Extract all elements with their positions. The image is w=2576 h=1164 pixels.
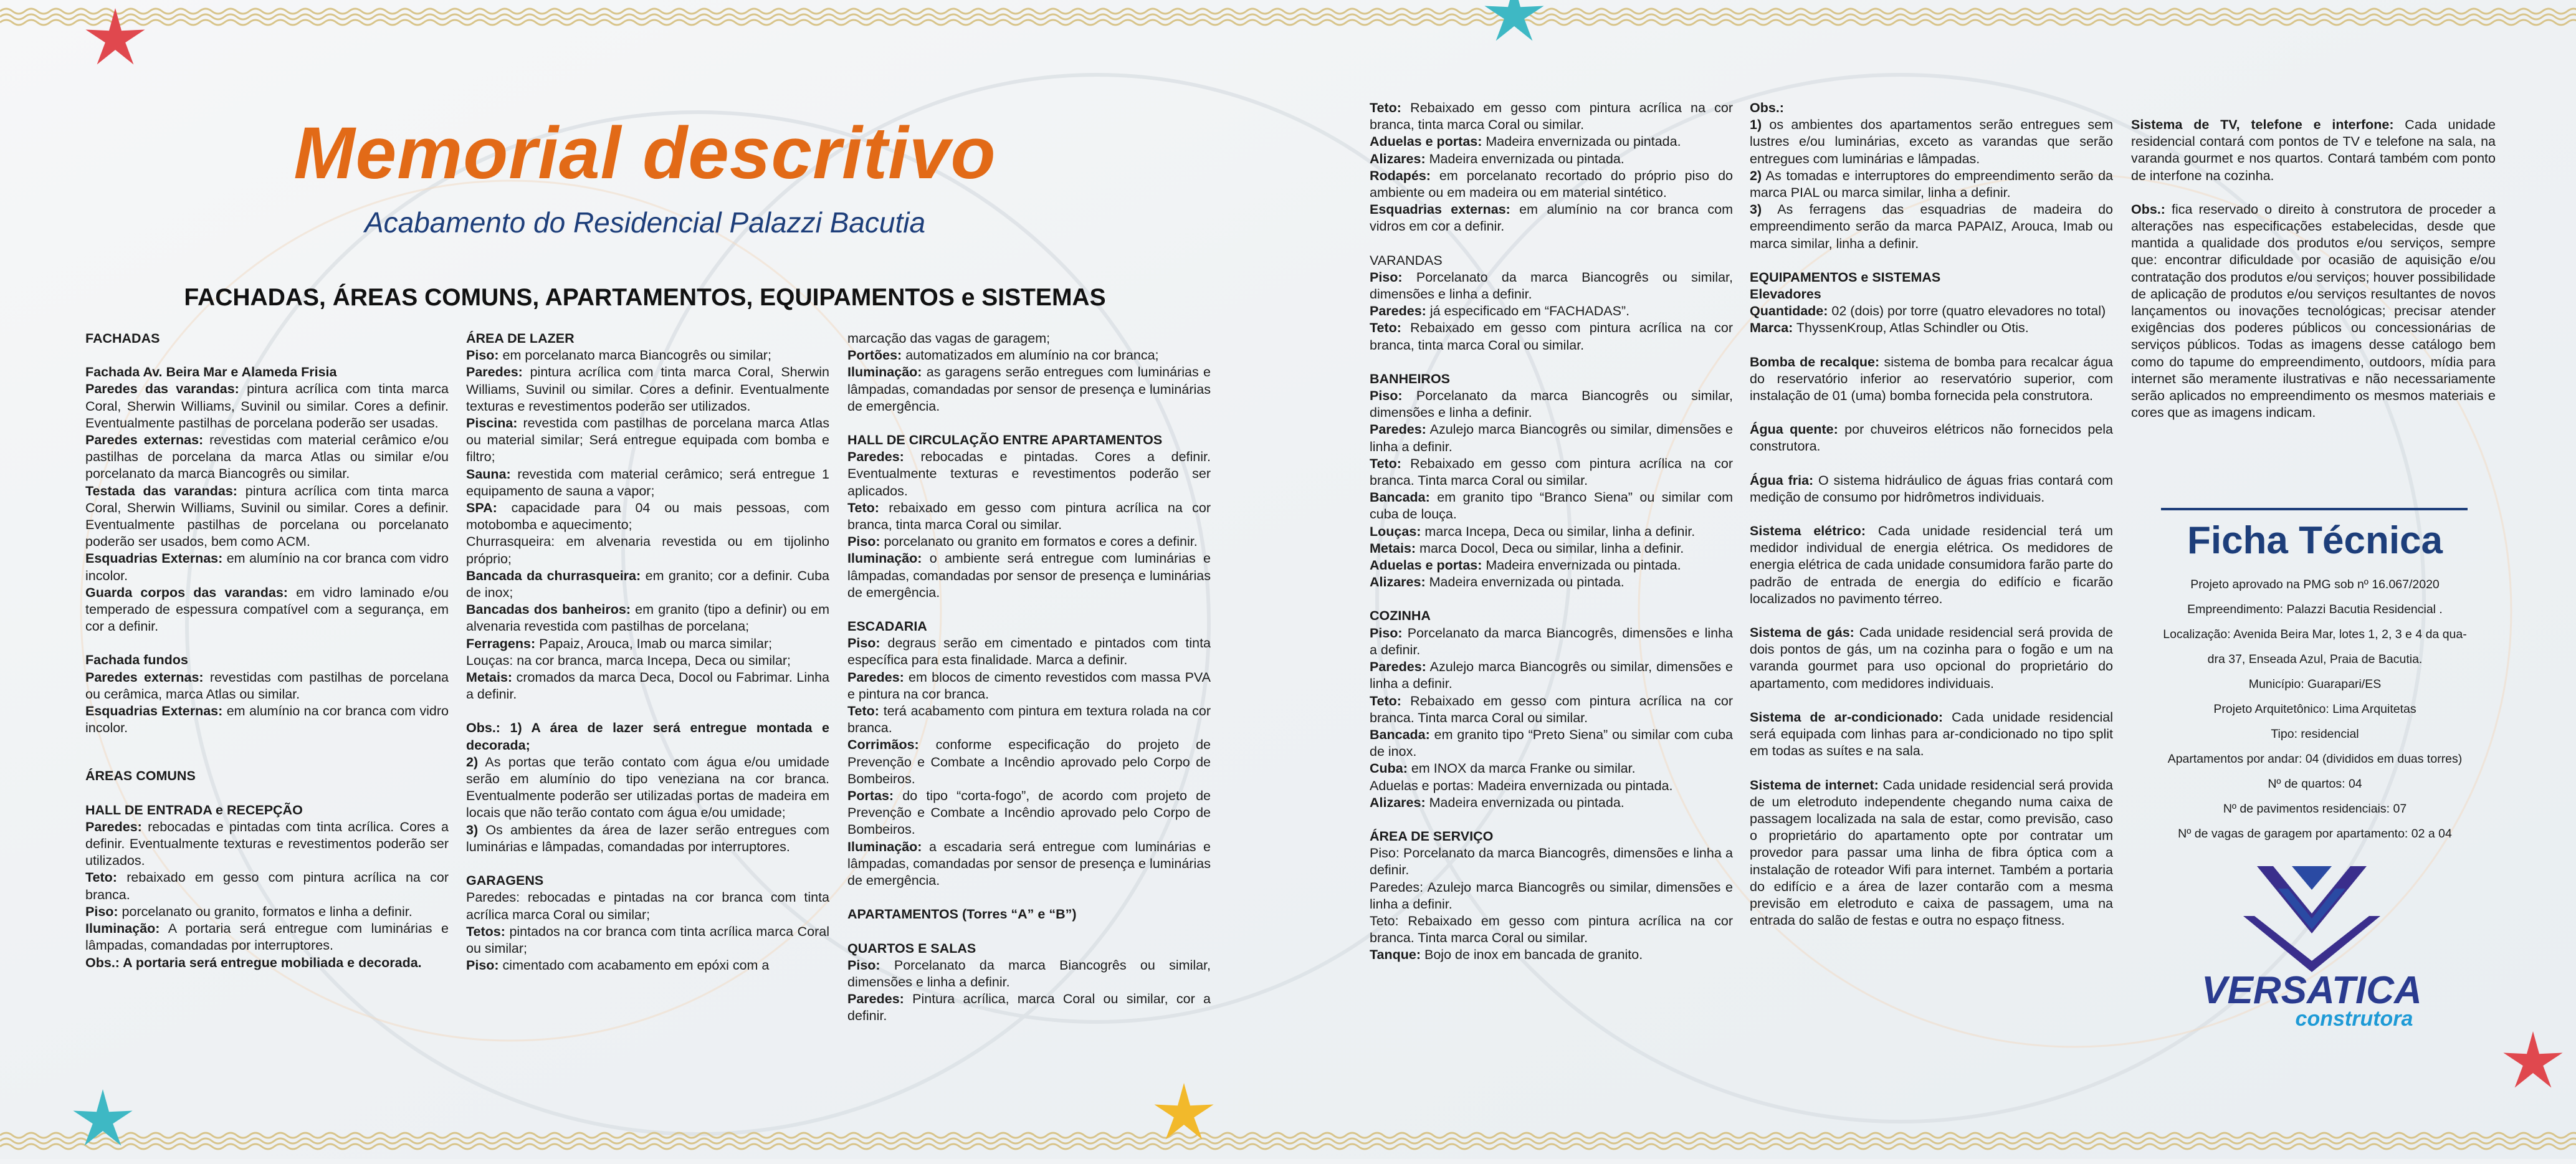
spec-item: Iluminação: a escadaria será entregue com luminárias e lâmpadas, comandadas por sensor de presença e luminárias de emergência. <box>847 839 1211 889</box>
ficha-line: Tipo: residencial <box>2271 727 2359 741</box>
spec-item: Alizares: Madeira envernizada ou pintada. <box>1370 151 1624 166</box>
starfish-teal-icon <box>1474 0 1555 56</box>
spec-item: Sistema de internet: Cada unidade residencial será provida de um eletroduto independente chegando numa caixa de passagem localizada na sala de estar, como previsão, caso o proprietário do apartamento opte por contratar um provedor para passar uma linha de fibra óptica com a instalação de roteador Wifi para internet. Também a portaria do edifício e a área de lazer contarão com a mesma previsão em eletroduto e caixa de passagem, uma na entrada do salão de festas e outra no espaço fitness. <box>1750 777 2113 928</box>
heading-areas-comuns: ÁREAS COMUNS <box>85 768 196 784</box>
heading-hall-entrada: HALL DE ENTRADA e RECEPÇÃO <box>85 802 303 818</box>
ficha-line: Nº de vagas de garagem por apartamento: 02 a 04 <box>2178 827 2452 841</box>
heading-area-lazer: ÁREA DE LAZER <box>466 331 575 346</box>
spec-item: Esquadrias Externas: em alumínio na cor branca com vidro incolor. <box>85 704 449 736</box>
column-equipamentos <box>1750 100 2113 929</box>
spec-item: Metais: marca Docol, Deca ou similar, linha a definir. <box>1370 540 1684 556</box>
spec-item: Aduelas e portas: Madeira envernizada ou pintada. <box>1370 134 1681 150</box>
spec-note: Obs.: A portaria será entregue mobiliada e decorada. <box>85 955 422 970</box>
spec-item: Testada das varandas: pintura acrílica com tinta marca Coral, Sherwin Williams, Suvinil ou similar. Cores a definir. Eventualmente pastilhas de porcelana ou porcelanato poderão ser usados, bem como ACM. <box>85 483 449 550</box>
spec-item: Paredes: já especificado em “FACHADAS”. <box>1370 303 1630 319</box>
logo-tagline: construtora <box>2295 1007 2413 1031</box>
spec-item: Piso: porcelanato ou granito em formatos e cores a definir. <box>847 534 1198 550</box>
spec-item: Churrasqueira: em alvenaria revestida ou em tijolinho próprio; <box>466 534 829 566</box>
ficha-line: Projeto Arquitetônico: Lima Arquitetas <box>2213 702 2416 716</box>
spec-item: Paredes: rebocadas e pintadas com tinta acrílica. Cores a definir. Eventualmente texturas e revestimentos poderão ser utilizados. <box>85 819 449 869</box>
ficha-tecnica-list <box>2131 572 2499 846</box>
spec-item: Piscina: revestida com pastilhas de porcelana marca Atlas ou material similar; Será entregue equipada com bomba e filtro; <box>466 416 829 465</box>
column-apartamentos <box>1370 100 1733 964</box>
spec-item: Marca: ThyssenKroup, Atlas Schindler ou Otis. <box>1750 320 2029 336</box>
column-fachadas <box>85 330 449 971</box>
spec-item: Piso: em porcelanato marca Biancogrês ou similar; <box>466 348 771 363</box>
spec-item: Piso: porcelanato ou granito, formatos e linha a definir. <box>85 904 413 919</box>
logo-wordmark: VERSATICA <box>2202 969 2422 1012</box>
spec-item: Sistema elétrico: Cada unidade residencial terá um medidor individual de energia elétrica. Os medidores de energia elétrica de cada unidade consumidora farão parte do padrão de entrada de energia do edifício e ficarão localizados no pavimento térreo. <box>1750 523 2113 606</box>
ficha-line: Localização: Avenida Beira Mar, lotes 1, 2, 3 e 4 da qua- <box>2163 627 2467 641</box>
spec-item: Piso: degraus serão em cimentado e pintados com tinta específica para esta finalidade. Marca a definir. <box>847 636 1211 668</box>
spec-item: Paredes: pintura acrílica com tinta marca Coral, Sherwin Williams, Suvinil ou similar. Cores a definir. Eventualmente texturas e revestimentos poderão ser utilizados. <box>466 365 829 414</box>
spec-item: Paredes: rebocadas e pintadas na cor branca com tinta acrílica marca Coral ou similar; <box>466 890 829 922</box>
spec-item: Tanque: Bojo de inox em bancada de granito. <box>1370 947 1643 963</box>
heading-fachada-fundos: Fachada fundos <box>85 652 188 668</box>
spec-item: Rodapés: em porcelanato recortado do próprio piso do ambiente ou em madeira ou em material sintético. <box>1370 168 1733 201</box>
heading-fachada-av: Fachada Av. Beira Mar e Alameda Frisia <box>85 365 337 380</box>
spec-item: Teto: rebaixado em gesso com pintura acrílica na cor branca. <box>85 870 449 902</box>
wave-border-bottom <box>0 1122 2576 1159</box>
spec-note: Obs.: fica reservado o direito à construtora de proceder a alterações nas especificações estabelecidas, desde que mantida a qualidade dos produtos e/ou serviços, sempre que: encontrar dificuldade por ocasião de aquisição e/ou contratação dos produtos e/ou serviços; houver possibilidade de aplicação de produtos e/ou serviços resultantes de novos lançamentos ou inovações tecnológicas; precisar atender exigências dos poderes públicos ou concessionárias de serviços públicos. Todas as imagens desse catálogo bem como do tapume do empreendimento, outdoors, mídia para internet são meramente ilustrativas e não necessariamente serão aplicados no empreendimento os mesmos materiais e cores que as imagens indicam. <box>2131 201 2496 421</box>
spec-note: 3) Os ambientes da área de lazer serão entregues com luminárias e lâmpadas, comandadas por interruptores. <box>466 822 829 854</box>
spec-item: Paredes: em blocos de cimento revestidos com massa PVA e pintura na cor branca. <box>847 669 1211 702</box>
ficha-divider <box>2161 508 2468 510</box>
spec-item: Paredes: Azulejo marca Biancogrês ou similar, dimensões e linha a definir. <box>1370 659 1733 692</box>
heading-hall-circulacao: HALL DE CIRCULAÇÃO ENTRE APARTAMENTOS <box>847 432 1163 448</box>
spec-item: Bancada: em granito tipo “Preto Siena” ou similar com cuba de inox. <box>1370 727 1733 760</box>
spec-item: Paredes externas: revestidas com material cerâmico e/ou pastilhas de porcelana da marca Atlas ou similar e/ou porcelanato da marca Biancogrês ou similar. <box>85 432 449 482</box>
wave-border-top <box>0 0 2576 37</box>
spec-item: Aduelas e portas: Madeira envernizada ou pintada. <box>1370 778 1673 793</box>
spec-item: Iluminação: as garagens serão entregues com luminárias e lâmpadas, comandadas por sensor de presença e luminárias de emergência. <box>847 365 1211 414</box>
spec-item: SPA: capacidade para 04 ou mais pessoas, com motobomba e aquecimento; <box>466 500 829 533</box>
heading-apartamentos: APARTAMENTOS (Torres “A” e “B”) <box>847 907 1077 922</box>
spec-item: Portas: do tipo “corta-fogo”, de acordo com projeto de Prevenção e Combate a Incêndio aprovado pelo Corpo de Bombeiros. <box>847 788 1211 837</box>
heading-cozinha: COZINHA <box>1370 608 1431 624</box>
column-sistemas <box>2131 117 2496 421</box>
spec-item: Esquadrias Externas: em alumínio na cor branca com vidro incolor. <box>85 551 449 583</box>
starfish-teal-icon <box>59 1083 146 1164</box>
spec-item: Água quente: por chuveiros elétricos não fornecidos pela construtora. <box>1750 422 2113 454</box>
ficha-line: Empreendimento: Palazzi Bacutia Residencial . <box>2187 603 2443 616</box>
spec-item: Teto: Rebaixado em gesso com pintura acrílica na cor branca. Tinta marca Coral ou similar. <box>1370 693 1733 725</box>
heading-banheiros: BANHEIROS <box>1370 371 1451 386</box>
spec-note: Obs.: 1) A área de lazer será entregue montada e decorada; <box>466 720 829 753</box>
spec-item: Teto: Rebaixado em gesso com pintura acrílica na cor branca, tinta marca Coral ou similar. <box>1370 100 1733 133</box>
versatica-logo <box>2187 854 2436 1034</box>
page-subtitle: Acabamento do Residencial Palazzi Bacutia <box>364 206 926 239</box>
spec-item: Iluminação: o ambiente será entregue com luminárias e lâmpadas, comandadas por sensor de presença e luminárias de emergência. <box>847 551 1211 600</box>
page-title: Memorial descritivo <box>293 112 996 194</box>
spec-item: Teto: terá acabamento com pintura em textura rolada na cor branca. <box>847 704 1211 736</box>
spec-item: Paredes: rebocadas e pintadas. Cores a definir. Eventualmente texturas e revestimentos poderão ser aplicados. <box>847 449 1211 499</box>
heading-varandas: VARANDAS <box>1370 252 1443 268</box>
spec-item: Metais: cromados da marca Deca, Docol ou Fabrimar. Linha a definir. <box>466 670 829 702</box>
heading-fachadas: FACHADAS <box>85 331 160 346</box>
heading-obs: Obs.: <box>1750 100 1784 115</box>
spec-item: Paredes: Azulejo marca Biancogrês ou similar, dimensões e linha a definir. <box>1370 879 1733 912</box>
section-heading: FACHADAS, ÁREAS COMUNS, APARTAMENTOS, EQUIPAMENTOS e SISTEMAS <box>184 284 1106 311</box>
spec-item: Bomba de recalque: sistema de bomba para recalcar água do reservatório inferior ao reservatório superior, com instalação de 01 (uma) bomba fornecida pela construtora. <box>1750 354 2113 404</box>
spec-item: Piso: Porcelanato da marca Biancogrês ou similar, dimensões e linha a definir. <box>847 957 1211 990</box>
heading-area-servico: ÁREA DE SERVIÇO <box>1370 828 1494 844</box>
spec-item: Paredes: Pintura acrílica, marca Coral ou similar, cor a definir. <box>847 991 1211 1024</box>
starfish-yellow-icon <box>1140 1071 1228 1158</box>
spec-item: Aduelas e portas: Madeira envernizada ou pintada. <box>1370 558 1681 573</box>
spec-note: 3) As ferragens das esquadrias de madeira do empreendimento serão da marca PAPAIZ, Arouca, Imab ou marca similar, linha a definir. <box>1750 202 2113 251</box>
ficha-line: Apartamentos por andar: 04 (divididos em duas torres) <box>2167 752 2463 766</box>
spec-item: Piso: Porcelanato da marca Biancogrês, dimensões e linha a definir. <box>1370 846 1733 878</box>
heading-equipamentos: EQUIPAMENTOS e SISTEMAS <box>1750 269 1941 285</box>
ficha-line: dra 37, Enseada Azul, Praia de Bacutia. <box>2207 652 2423 666</box>
spec-item: Alizares: Madeira envernizada ou pintada. <box>1370 794 1624 810</box>
starfish-red-icon <box>81 5 150 74</box>
spec-item: Corrimãos: conforme especificação do projeto de Prevenção e Combate a Incêndio aprovado pelo Corpo de Bombeiros. <box>847 737 1211 786</box>
spec-item: Paredes: Azulejo marca Biancogrês ou similar, dimensões e linha a definir. <box>1370 422 1733 454</box>
spec-item: Esquadrias externas: em alumínio na cor branca com vidros em cor a definir. <box>1370 202 1733 234</box>
spec-item: Teto: rebaixado em gesso com pintura acrílica na cor branca, tinta marca Coral ou similar. <box>847 500 1211 533</box>
spec-item: Alizares: Madeira envernizada ou pintada. <box>1370 575 1624 590</box>
spec-item: Ferragens: Papaiz, Arouca, Imab ou marca similar; <box>466 636 773 651</box>
spec-item: Teto: Rebaixado em gesso com pintura acrílica na cor branca, tinta marca Coral ou similar. <box>1370 320 1733 353</box>
spec-item: Água fria: O sistema hidráulico de águas frias contará com medição de consumo por hidrômetros individuais. <box>1750 472 2113 505</box>
spec-note: 1) os ambientes dos apartamentos serão entregues sem lustres e/ou luminárias, exceto as varandas que serão entregues com luminárias e lâmpadas. <box>1750 117 2113 166</box>
spec-item: Tetos: pintados na cor branca com tinta acrílica marca Coral ou similar; <box>466 923 829 956</box>
spec-item: Iluminação: A portaria será entregue com luminárias e lâmpadas, comandadas por interruptores. <box>85 921 449 953</box>
heading-elevadores: Elevadores <box>1750 287 1821 302</box>
spec-item: Sistema de gás: Cada unidade residencial será provida de dois pontos de gás, um na cozinha para o fogão e um na varanda gourmet para uso opcional do proprietário do apartamento, com medidores individuais. <box>1750 625 2113 691</box>
spec-item: Portões: automatizados em alumínio na cor branca; <box>847 348 1159 363</box>
ficha-tecnica-title: Ficha Técnica <box>2187 519 2443 562</box>
logo-mark-icon <box>2243 866 2380 972</box>
spec-item: Piso: Porcelanato da marca Biancogrês ou similar, dimensões e linha a definir. <box>1370 388 1733 421</box>
ficha-line: Município: Guarapari/ES <box>2248 677 2382 691</box>
heading-garagens: GARAGENS <box>466 873 544 889</box>
spec-item: Quantidade: 02 (dois) por torre (quatro elevadores no total) <box>1750 303 2106 319</box>
spec-item: Bancada da churrasqueira: em granito; cor a definir. Cuba de inox; <box>466 568 829 601</box>
spec-item: Piso: Porcelanato da marca Biancogrês, dimensões e linha a definir. <box>1370 625 1733 657</box>
spec-note: 2) As portas que terão contato com água e/ou umidade serão em alumínio do tipo veneziana na cor branca. Eventualmente poderão ser utilizadas portas de madeira em locais que não terão contato com água e/ou umidade; <box>466 754 829 821</box>
spec-item: Paredes das varandas: pintura acrílica com tinta marca Coral, Sherwin Williams, Suvinil ou similar. Cores a definir. Eventualmente pastilhas de porcelana poderão ser usadas. <box>85 381 449 431</box>
spec-item: Piso: Porcelanato da marca Biancogrês ou similar, dimensões e linha a definir. <box>1370 269 1733 302</box>
spec-note: 2) As tomadas e interruptores do empreendimento serão da marca PIAL ou marca similar, linha a definir. <box>1750 168 2113 201</box>
column-area-lazer <box>466 330 829 974</box>
ficha-line: Nº de pavimentos residenciais: 07 <box>2223 802 2407 816</box>
column-circulacao <box>847 330 1211 1025</box>
spec-item: Sauna: revestida com material cerâmico; será entregue 1 equipamento de sauna a vapor; <box>466 466 829 499</box>
heading-quartos-salas: QUARTOS E SALAS <box>847 940 976 956</box>
spec-item: Cuba: em INOX da marca Franke ou similar. <box>1370 761 1636 776</box>
spec-item: Louças: na cor branca, marca Incepa, Deca ou similar; <box>466 652 791 668</box>
spec-item: Teto: Rebaixado em gesso com pintura acrílica na cor branca. Tinta marca Coral ou similar. <box>1370 913 1733 946</box>
spec-item: Piso: cimentado com acabamento em epóxi com a <box>466 958 770 973</box>
spec-item: Bancadas dos banheiros: em granito (tipo a definir) ou em alvenaria revestida com pastilhas de porcelana; <box>466 602 830 634</box>
ficha-line: Nº de quartos: 04 <box>2268 777 2362 791</box>
spec-item: Sistema de TV, telefone e interfone: Cada unidade residencial contará com pontos de TV e telefone na sala, na varanda gourmet e nos quartos. Contará também com ponto de interfone na cozinha. <box>2131 117 2496 183</box>
spec-item: Sistema de ar-condicionado: Cada unidade residencial será equipada com linhas para ar-condicionado no tipo split em todas as suítes e na sala. <box>1750 709 2113 759</box>
starfish-red-icon <box>2489 1019 2576 1106</box>
heading-escadaria: ESCADARIA <box>847 619 927 634</box>
spec-item: Bancada: em granito tipo “Branco Siena” ou similar com cuba de louça. <box>1370 490 1733 522</box>
spec-item: marcação das vagas de garagem; <box>847 331 1051 346</box>
spec-item: Guarda corpos das varandas: em vidro laminado e/ou temperado de espessura compatível com a segurança, em cor a definir. <box>85 584 449 634</box>
spec-item: Teto: Rebaixado em gesso com pintura acrílica na cor branca. Tinta marca Coral ou similar. <box>1370 456 1733 489</box>
ficha-line: Projeto aprovado na PMG sob nº 16.067/2020 <box>2190 578 2440 591</box>
spec-item: Louças: marca Incepa, Deca ou similar, linha a definir. <box>1370 523 1696 539</box>
spec-item: Paredes externas: revestidas com pastilhas de porcelana ou cerâmica, marca Atlas ou similar. <box>85 669 449 702</box>
